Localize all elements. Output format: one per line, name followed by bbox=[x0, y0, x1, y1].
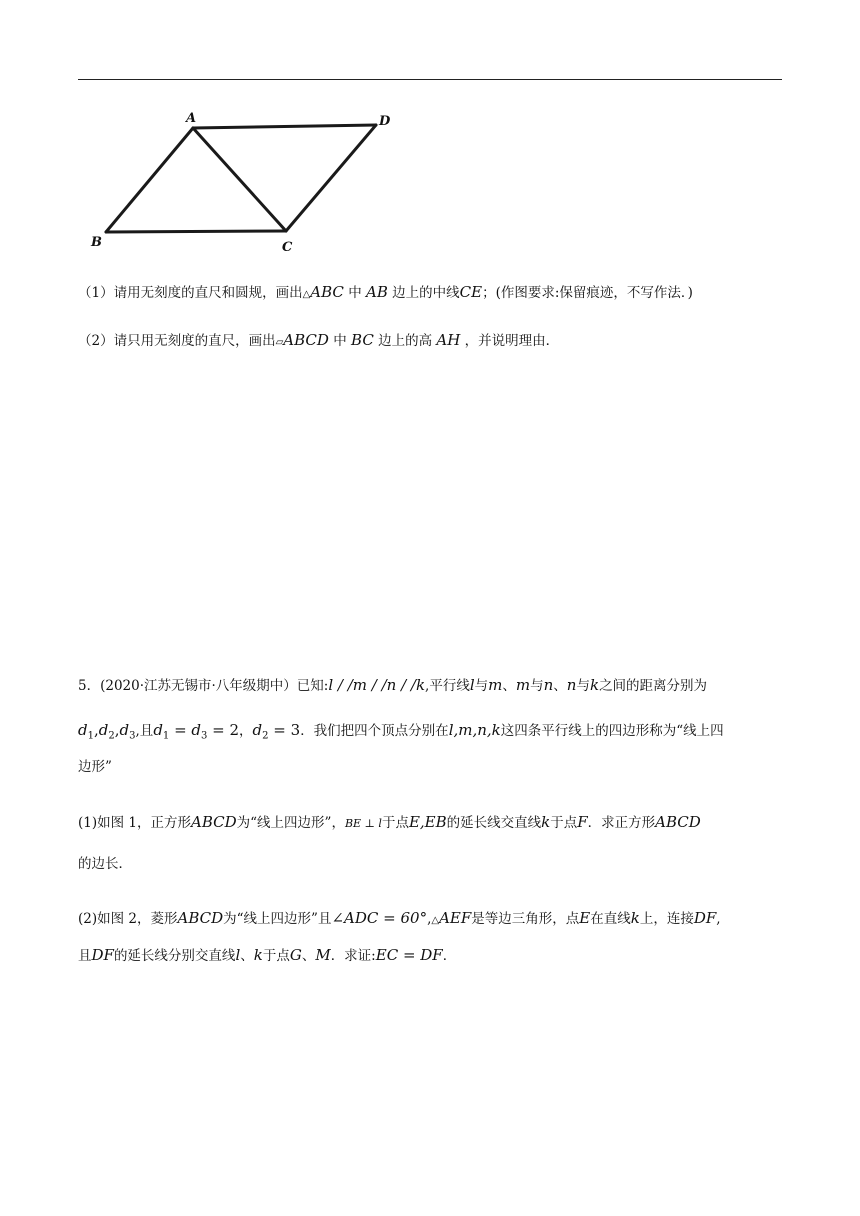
segment-bc bbox=[106, 231, 286, 232]
segment-cd bbox=[286, 125, 376, 231]
q5-part1-line2: 的边长． bbox=[78, 856, 132, 872]
segment-ad bbox=[193, 125, 376, 128]
segment-ac bbox=[193, 128, 286, 231]
q4-part2: （2）请只用无刻度的直尺，画出▱ABCD 中 BC 边上的高 AH ，并说明理由． bbox=[78, 331, 560, 349]
q5-part1-line1: (1)如图 1，正方形ABCD为“线上四边形”，BE ⊥ l于点E,EB的延长线交直线k于点F．求正方形ABCD bbox=[78, 813, 701, 831]
q5-line3: 边形” bbox=[78, 759, 112, 775]
q5-part2-line2: 且DF的延长线分别交直线l、k于点G、M．求证:EC = DF． bbox=[78, 946, 457, 964]
q5-line2: $d_1,d_2,d_3$,且$d_1 = d_3 = 2$，$d_2 = 3$．我们把四个顶点分别在l,m,n,k这四条平行线上的四边形称为“线上四 bbox=[78, 721, 724, 742]
segment-ab bbox=[106, 128, 193, 232]
q5-line1: 5．(2020·江苏无锡市·八年级期中）已知:l / /m / /n / /k,平行线l与m、m与n、n与k之间的距离分别为 bbox=[78, 676, 708, 694]
header-rule bbox=[78, 79, 782, 80]
parallelogram-figure bbox=[80, 104, 410, 264]
q5-part2-line1: (2)如图 2，菱形ABCD为“线上四边形”且∠ADC = 60°,△AEF是等边三角形，点E在直线k上，连接DF, bbox=[78, 909, 721, 927]
label-c: C bbox=[282, 240, 293, 255]
label-a: A bbox=[186, 111, 197, 126]
label-b: B bbox=[91, 235, 102, 250]
q4-part1: （1）请用无刻度的直尺和圆规，画出△ABC 中 AB 边上的中线CE；(作图要求:保留痕迹，不写作法．) bbox=[78, 283, 693, 301]
label-d: D bbox=[379, 114, 391, 129]
